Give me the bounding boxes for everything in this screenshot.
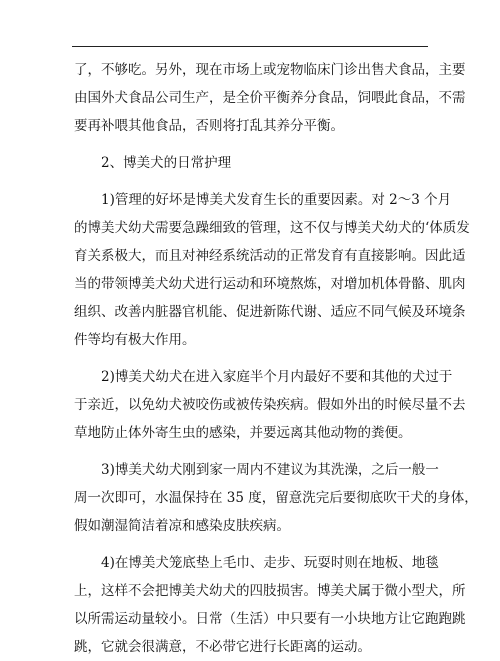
text-line: 草地防止体外寄生虫的感染，并要远离其他动物的粪便。 <box>74 425 412 441</box>
paragraph-item-2 <box>74 363 466 447</box>
text-line: 的博美犬幼犬需要急躁细致的管理，这不仅与博美犬幼犬的‘体质发 <box>74 220 470 236</box>
paragraph-item-1 <box>74 186 470 354</box>
paragraph-item-3 <box>74 456 478 540</box>
text-line: 件等均有极大作用。 <box>74 332 196 348</box>
text-line: 组织、改善内脏器官机能、促进新陈代谢、适应不同气候及环境条 <box>74 304 466 320</box>
text-line: 当的带领博美犬幼犬进行运动和环境熬炼，对增加机体骨骼、肌肉 <box>74 276 466 292</box>
text-line: 由国外犬食品公司生产，是全价平衡养分食品，饲喂此食品，不需 <box>74 90 466 106</box>
text-line: 3)博美犬幼犬刚到家一周内不建议为其洗澡，之后一般一 <box>101 462 439 478</box>
text-line: 1)管理的好坏是博美犬发育生长的重要因素。对 2～3 个月 <box>101 192 452 208</box>
section-title: 2、博美犬的日常护理 <box>101 155 232 171</box>
text-line: 以所需运动量较小。日常（生活）中只要有一小块地方让它跑跑跳 <box>74 611 466 627</box>
section-heading <box>74 149 426 177</box>
text-line: 上，这样不会把博美犬幼犬的四肢损害。博美犬属于微小型犬，所 <box>74 583 466 599</box>
paragraph-item-4 <box>74 549 466 655</box>
text-line: 周一次即可，水温保持在 35 度，留意洗完后要彻底吹干犬的身体， <box>74 490 478 506</box>
text-line: 2)博美犬幼犬在进入家庭半个月内最好不要和其他的犬过于 <box>101 369 453 385</box>
document-body <box>74 56 478 656</box>
text-line: 了，不够吃。另外，现在市场上或宠物临床门诊出售犬食品，主要 <box>74 62 466 78</box>
text-line: 于亲近，以免幼犬被咬伤或被传染疾病。假如外出的时候尽量不去 <box>74 397 466 413</box>
header-rule <box>72 46 428 47</box>
paragraph-food <box>74 56 466 140</box>
text-line: 要再补喂其他食品，否则将打乱其养分平衡。 <box>74 118 344 134</box>
text-line: 育关系极大，而且对神经系统活动的正常发育有直接影响。因此适 <box>74 248 466 264</box>
text-line-partial: 跳，它就会很满意，不必带它进行长距离的运动。 <box>74 639 371 655</box>
text-line: 假如潮湿简洁着凉和感染皮肤疾病。 <box>74 518 290 534</box>
text-line: 4)在博美犬笼底垫上毛巾、走步、玩耍时则在地板、地毯 <box>101 555 439 571</box>
